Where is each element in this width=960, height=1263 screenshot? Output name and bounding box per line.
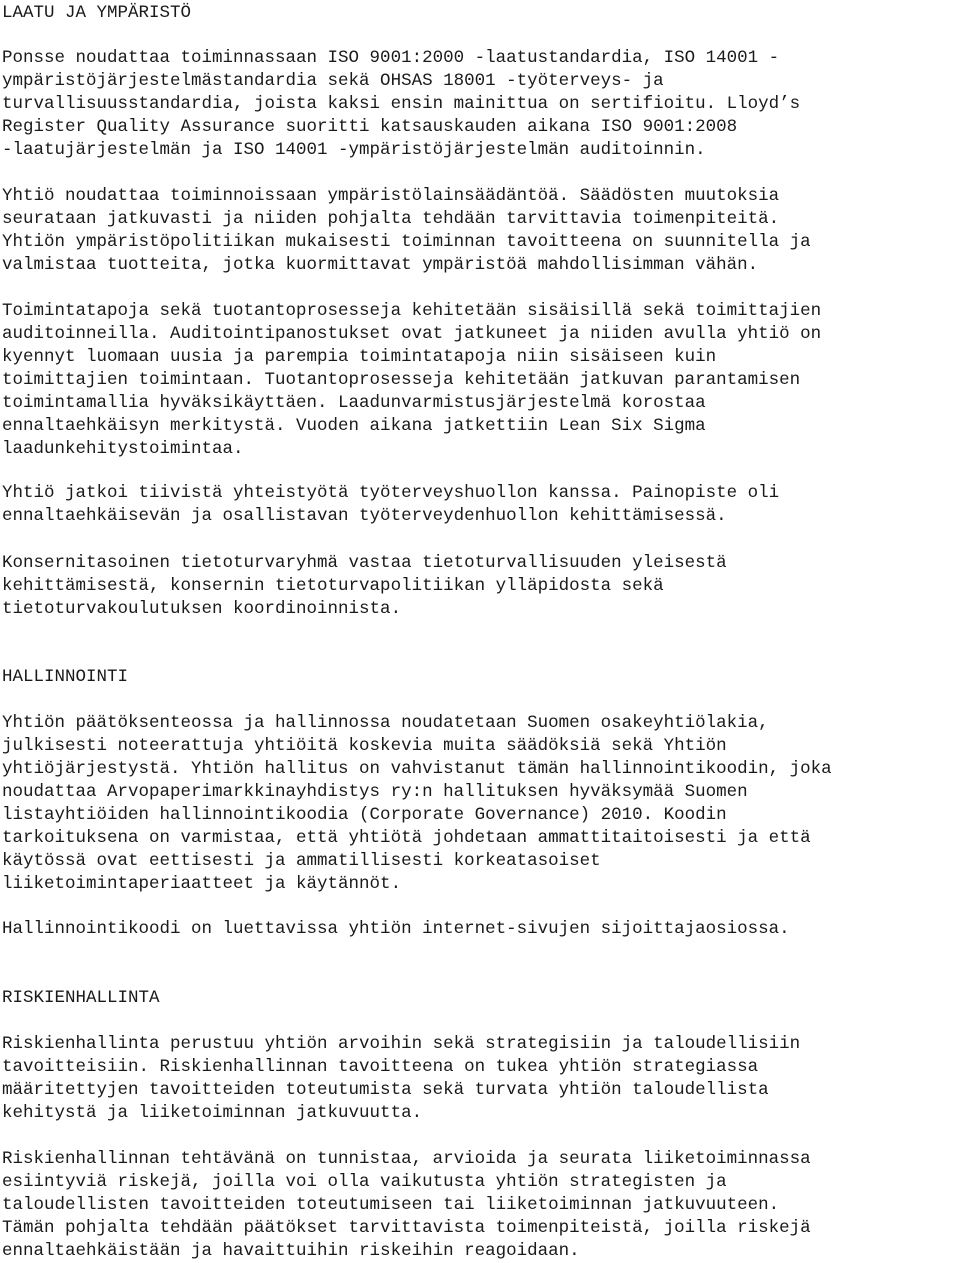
text-line: noudattaa Arvopaperimarkkinayhdistys ry:n hallituksen hyväksymää Suomen <box>2 782 748 802</box>
text-line: liiketoimintaperiaatteet ja käytännöt. <box>2 874 402 894</box>
text-line: listayhtiöiden hallinnointikoodia (Corporate Governance) 2010. Koodin <box>2 805 727 825</box>
text-line: Konsernitasoinen tietoturvaryhmä vastaa tietoturvallisuuden yleisestä <box>2 553 727 573</box>
paragraph <box>2 47 800 162</box>
text-line: auditoinneilla. Auditointipanostukset ovat jatkuneet ja niiden avulla yhtiö on <box>2 324 822 344</box>
text-line: Tämän pohjalta tehdään päätökset tarvittavista toimenpiteistä, joilla riskejä <box>2 1218 811 1238</box>
text-line: turvallisuusstandardia, joista kaksi ensin mainittua on sertifioitu. Lloyd’s <box>2 94 801 114</box>
text-line: tarkoituksena on varmistaa, että yhtiötä johdetaan ammattitaitoisesti ja että <box>2 828 811 848</box>
text-line: taloudellisten tavoitteiden toteutumiseen tai liiketoiminnan jatkuvuuteen. <box>2 1195 780 1215</box>
text-line: ympäristöjärjestelmästandardia sekä OHSAS 18001 -työterveys- ja <box>2 71 664 91</box>
text-line: Yhtiön päätöksenteossa ja hallinnossa noudatetaan Suomen osakeyhtiölakia, <box>2 713 769 733</box>
text-line: käytössä ovat eettisesti ja ammatillisesti korkeatasoiset <box>2 851 601 871</box>
text-line: Riskienhallinta perustuu yhtiön arvoihin sekä strategisiin ja taloudellisiin <box>2 1034 801 1054</box>
text-line: kyennyt luomaan uusia ja parempia toimintatapoja niin sisäiseen kuin <box>2 347 717 367</box>
text-line: Toimintatapoja sekä tuotantoprosesseja kehitetään sisäisillä sekä toimittajien <box>2 301 822 321</box>
paragraph <box>2 300 821 461</box>
text-line: kehitystä ja liiketoiminnan jatkuvuutta. <box>2 1103 423 1123</box>
text-line: Ponsse noudattaa toiminnassaan ISO 9001:2000 -laatustandardia, ISO 14001 - <box>2 48 780 68</box>
paragraph <box>2 1148 811 1263</box>
paragraph <box>2 185 811 277</box>
section-heading: HALLINNOINTI <box>2 667 129 687</box>
text-line: Register Quality Assurance suoritti katsauskauden aikana ISO 9001:2008 <box>2 117 738 137</box>
section-heading: RISKIENHALLINTA <box>2 988 160 1008</box>
text-line: valmistaa tuotteita, jotka kuormittavat ympäristöä mahdollisimman vähän. <box>2 255 759 275</box>
paragraph <box>2 712 832 896</box>
paragraph <box>2 1033 800 1125</box>
text-line: ennaltaehkäisevän ja osallistavan työterveydenhuollon kehittämisessä. <box>2 506 727 526</box>
text-line: Yhtiö noudattaa toiminnoissaan ympäristölainsäädäntöä. Säädösten muutoksia <box>2 186 780 206</box>
text-line: seurataan jatkuvasti ja niiden pohjalta tehdään tarvittavia toimenpiteitä. <box>2 209 780 229</box>
text-line: laadunkehitystoimintaa. <box>2 439 244 459</box>
text-line: Yhtiön ympäristöpolitiikan mukaisesti toiminnan tavoitteena on suunnitella ja <box>2 232 811 252</box>
text-line: Hallinnointikoodi on luettavissa yhtiön internet-sivujen sijoittajaosiossa. <box>2 919 790 939</box>
text-line: -laatujärjestelmän ja ISO 14001 -ympäristöjärjestelmän auditoinnin. <box>2 140 706 160</box>
paragraph <box>2 552 727 621</box>
text-line: Riskienhallinnan tehtävänä on tunnistaa, arvioida ja seurata liiketoiminnassa <box>2 1149 811 1169</box>
text-line: Yhtiö jatkoi tiivistä yhteistyötä työterveyshuollon kanssa. Painopiste oli <box>2 483 780 503</box>
paragraph <box>2 482 779 528</box>
text-line: esiintyviä riskejä, joilla voi olla vaikutusta yhtiön strategisten ja <box>2 1172 727 1192</box>
text-line: ennaltaehkäistään ja havaittuihin riskeihin reagoidaan. <box>2 1241 580 1261</box>
text-line: ennaltaehkäisyn merkitystä. Vuoden aikana jatkettiin Lean Six Sigma <box>2 416 706 436</box>
text-line: kehittämisestä, konsernin tietoturvapolitiikan ylläpidosta sekä <box>2 576 664 596</box>
text-line: julkisesti noteerattuja yhtiöitä koskevia muita säädöksiä sekä Yhtiön <box>2 736 727 756</box>
paragraph <box>2 918 790 941</box>
text-line: määritettyjen tavoitteiden toteutumista sekä turvata yhtiön taloudellista <box>2 1080 769 1100</box>
text-line: tietoturvakoulutuksen koordinoinnista. <box>2 599 402 619</box>
text-line: toimintamallia hyväksikäyttäen. Laadunvarmistusjärjestelmä korostaa <box>2 393 706 413</box>
text-line: toimittajien toimintaan. Tuotantoprosesseja kehitetään jatkuvan parantamisen <box>2 370 801 390</box>
text-line: yhtiöjärjestystä. Yhtiön hallitus on vahvistanut tämän hallinnointikoodin, joka <box>2 759 832 779</box>
section-heading: LAATU JA YMPÄRISTÖ <box>2 3 192 23</box>
text-line: tavoitteisiin. Riskienhallinnan tavoitteena on tukea yhtiön strategiassa <box>2 1057 759 1077</box>
